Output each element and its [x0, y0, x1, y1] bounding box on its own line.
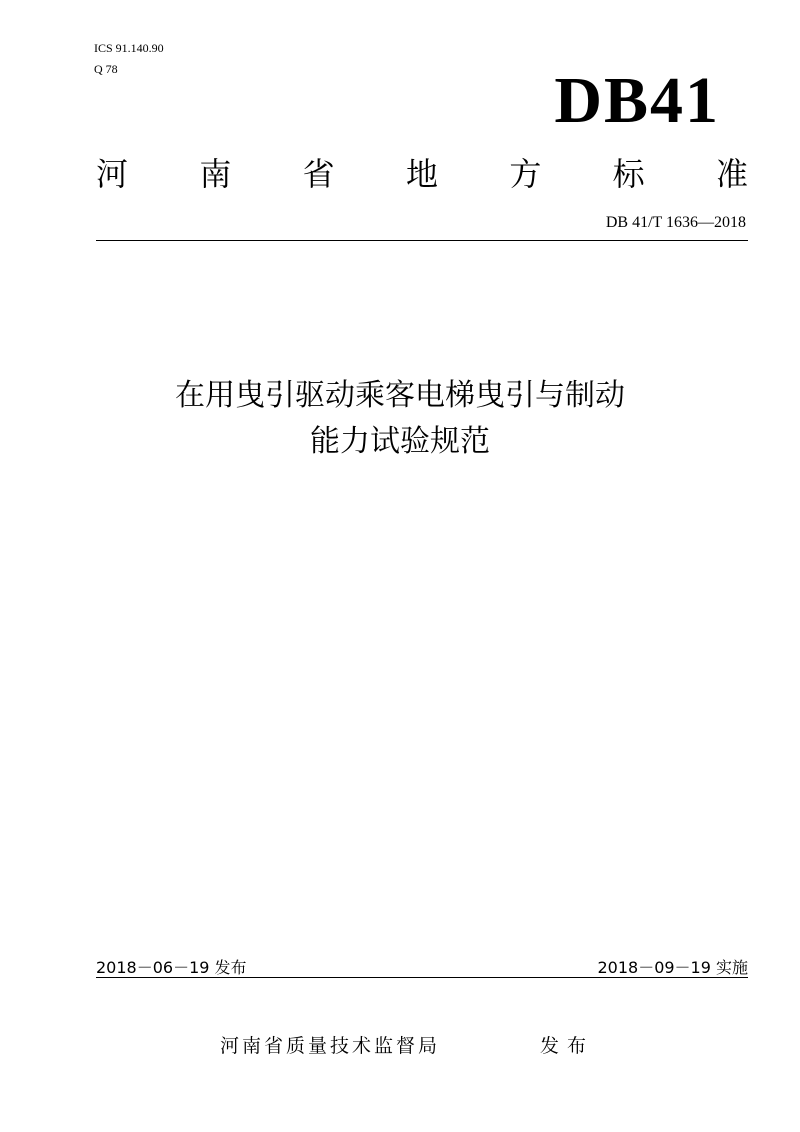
standard-type [96, 154, 748, 194]
document-title-line-2: 能力试验规范 [310, 424, 490, 459]
standard-number: DB 41/T 1636—2018 [605, 214, 746, 231]
document-title-line-1: 在用曳引驱动乘客电梯曳引与制动 [175, 378, 625, 413]
standard-type-char: 南 [199, 155, 232, 193]
issue-date: 2018－06－19 发布 [96, 958, 247, 977]
standard-mark: DB41 [554, 64, 720, 137]
footer-divider [96, 977, 748, 978]
standard-type-char: 省 [302, 155, 335, 193]
standard-type-char: 地 [405, 155, 438, 193]
ccs-code: Q 78 [94, 62, 118, 76]
standard-type-char: 河 [96, 155, 129, 193]
ics-code: ICS 91.140.90 [94, 41, 164, 55]
standard-type-char: 方 [509, 155, 542, 193]
standard-type-char: 标 [612, 155, 645, 193]
issue-label: 发布 [540, 1035, 595, 1057]
issuing-authority: 河南省质量技术监督局 [220, 1035, 441, 1057]
header-divider [96, 240, 748, 241]
implementation-date: 2018－09－19 实施 [597, 958, 748, 977]
standard-type-char: 准 [715, 155, 748, 193]
